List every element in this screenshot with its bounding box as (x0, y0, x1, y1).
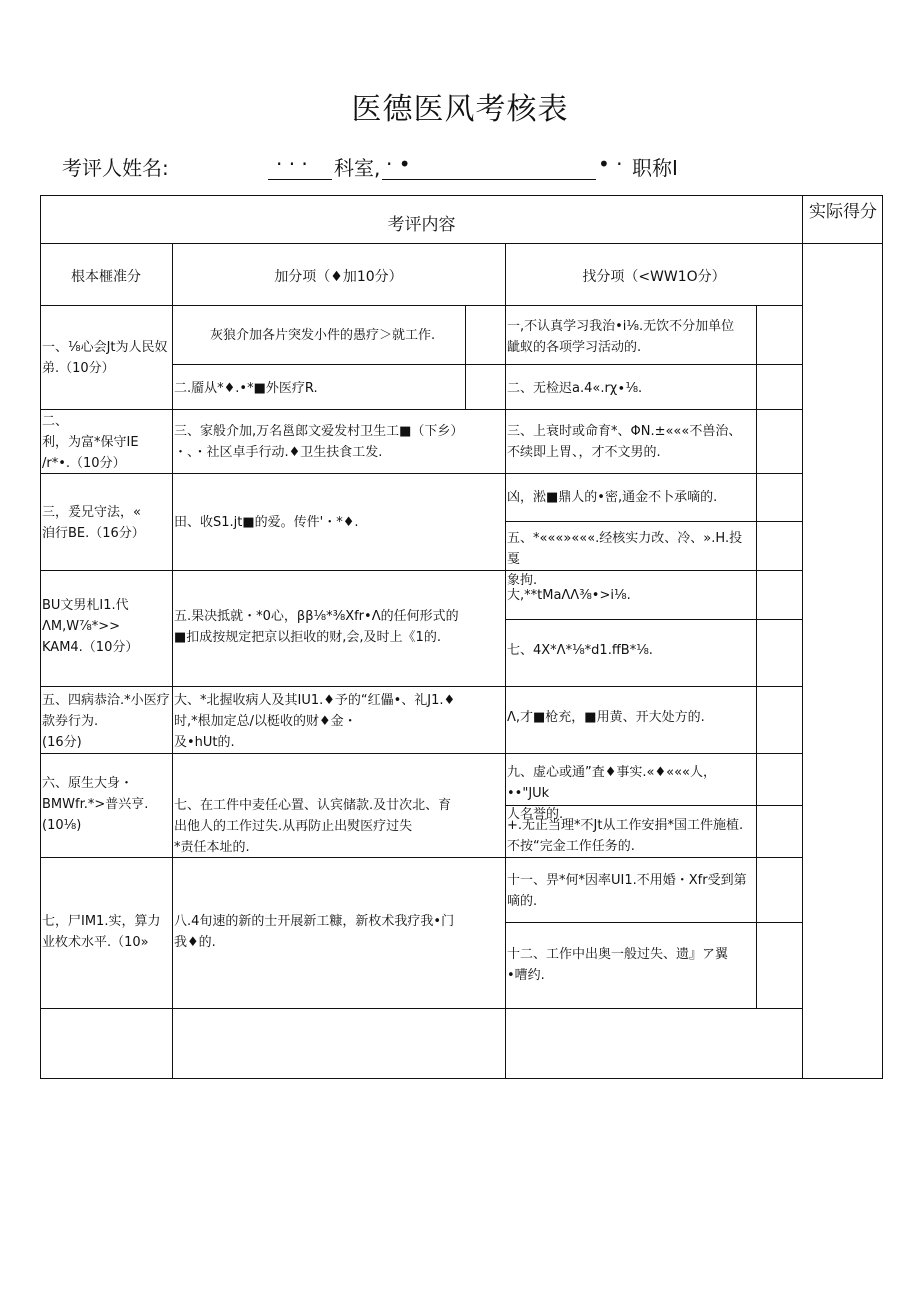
minus-item: Λ,才■枪充，■用黄、开大处方的. (507, 710, 705, 725)
plus-item: 八.4旬速的新的士开展新工糠，新枚术我疗我•门 我♦的. (174, 914, 455, 950)
plus-column-header: 加分项（♦加10分） (274, 269, 403, 285)
minus-column-header: 找分项（<WW1O分） (582, 269, 726, 285)
department-label: 科室, (334, 156, 381, 180)
minus-item: 十二、工作中出奥一般过失、遗』ア翼 •嘈约. (507, 947, 729, 983)
base-criterion: 五、四病恭洽.*小医疗 款券行为. (16分) (42, 693, 170, 750)
base-criterion: BU文男札I1.代 ΛM,W⅞*>> KAM4.（10分） (42, 598, 139, 655)
plus-column-divider (505, 243, 506, 1079)
minus-item: 三、上衰时或命育*、ΦN.±«««不兽治、 不续即上胃、，才不文男的. (507, 424, 742, 460)
department-underline (382, 179, 596, 180)
page-title: 医德医风考核表 (351, 92, 569, 127)
minus-item: 一,不认真学习我治•i⅛.无饮不分加单位 龇蚁的各项学习活动的. (507, 319, 735, 355)
score-column-divider (802, 195, 803, 1079)
plus-item: 七、在工件中麦任心置、认宾储款.及廿次北、育 出他人的工作过失.从再防止出熨医疗过失 *责任本址的. (174, 798, 452, 855)
plus-item: 大、*北握收病人及其IU1.♦予的“红儡•、礼J1.♦ 时,*根加定总/以梃收的财♦金・ 及•hUt的. (174, 693, 456, 750)
subrow-divider (505, 922, 803, 923)
plus-item: 三、家般介加,万名邕郎文爱发村卫生工■（下乡） ・、・社区卓手行动.♦卫生扶食工发. (174, 424, 464, 460)
plus-item: 二.靥从*♦.•*■外医疗R. (174, 381, 318, 396)
base-criterion: 三，爰兄守法，« 洎行BE.（16分） (42, 505, 145, 541)
minus-item: 五、*«««»«««.经核实力改、冷、».H.投戛 象拘. (507, 531, 743, 588)
table-border-left (40, 195, 41, 1079)
base-criterion: 二、 利，为富*保守IE /r*•.（10分） (42, 414, 139, 471)
table-border-bottom (40, 1078, 883, 1079)
minus-item: +.无正当理*不Jt从工作安捐*国工件施植. 不按“完金工作任务的. (507, 818, 744, 854)
name-underline (268, 179, 332, 180)
table-border-top (40, 195, 883, 196)
header-divider (40, 243, 883, 244)
position-field-dots: • · (598, 152, 623, 176)
subheader-divider (40, 305, 803, 306)
minus-item: 七、4X*Λ*⅛*d1.ffB*⅛. (507, 643, 653, 658)
plus-item: 五.果决抵就・*0心，ββ⅛*⅜Xfr•Λ的任何形式的 ■扣成按规定把京以拒收的财,会,及时上《1的. (174, 609, 459, 645)
row-divider (40, 753, 803, 754)
subrow-divider (505, 619, 803, 620)
row-divider (40, 686, 803, 687)
base-column-divider (172, 243, 173, 1079)
position-label: 职称I (632, 156, 678, 180)
plus-score-divider (465, 305, 466, 409)
base-column-header: 根本榧准分 (71, 269, 141, 285)
subrow-divider (505, 521, 803, 522)
table-border-right (882, 195, 883, 1079)
minus-item: 大,**tMaΛΛ⅜•>i⅛. (507, 588, 631, 603)
content-header: 考评内容 (387, 215, 456, 235)
minus-item: 十一、畀*何*因率UI1.不用婚・Xfr受到第 嘀的. (507, 873, 747, 909)
row-divider (40, 1008, 803, 1009)
score-header: 实际得分 (809, 202, 877, 222)
row-divider (40, 473, 803, 474)
plus-item: 灰狼介加各片突发小件的愚疗＞就工作. (210, 328, 436, 343)
minus-item: 二、无检迟a.4«.rχ∙⅛. (507, 381, 643, 396)
department-field-dots: · • (386, 152, 411, 176)
row-divider (40, 409, 803, 410)
minus-item: 凶，淞■鼎人的•密,通金不卜承嘀的. (507, 490, 718, 505)
plus-item: 田、收S1.jt■的爱。传件'・*♦. (174, 515, 359, 530)
base-criterion: 七，尸IM1.实，算力 业枚术水平.（10» (42, 914, 161, 950)
subrow-divider (172, 364, 803, 365)
base-criterion: 六、原生大身・ BMWfr.*>普兴亨. (10⅛) (42, 776, 149, 833)
base-criterion: 一、⅛心会Jt为人民奴 弟.（10分） (42, 340, 168, 376)
minus-item: 九、虚心或通”査♦事实.«♦«««人，••"JUk 人名誉的. (507, 765, 716, 822)
minus-score-divider (756, 305, 757, 1008)
name-field-dots: · · · (276, 152, 308, 176)
evaluator-name-label: 考评人姓名: (62, 156, 169, 180)
